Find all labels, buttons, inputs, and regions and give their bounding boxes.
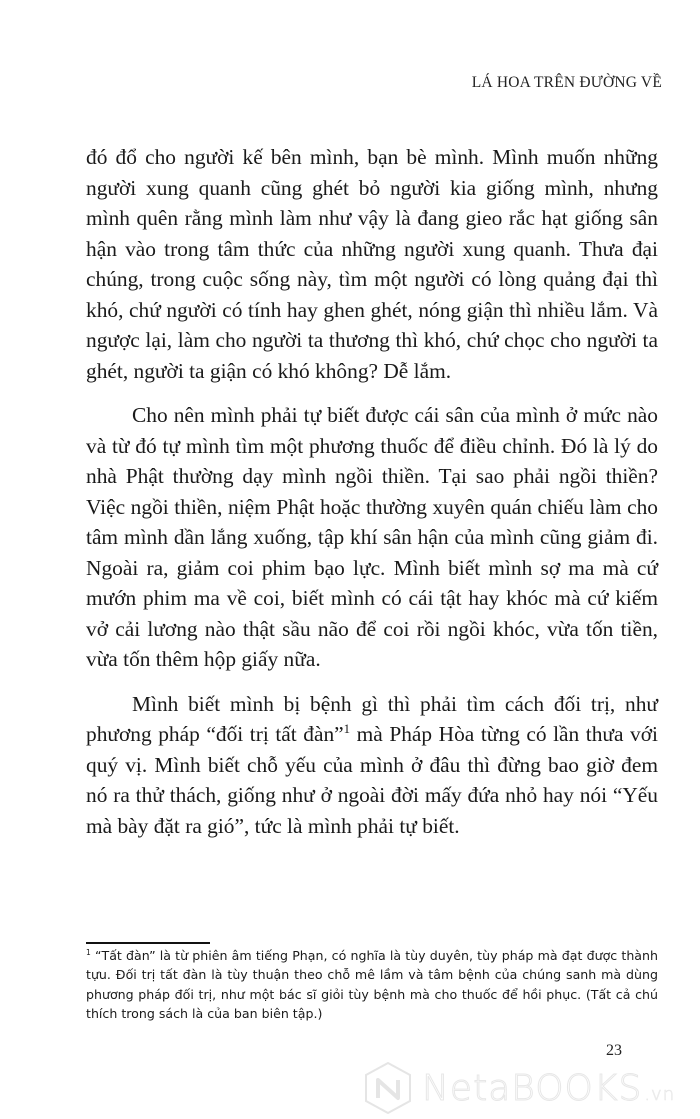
footnote-reference[interactable]: 1 [343, 721, 351, 736]
watermark-brand [422, 1068, 675, 1109]
watermark-brand-text: NetaBOOKS [422, 1067, 643, 1109]
watermark-suffix: .vn [644, 1083, 676, 1105]
paragraph-3 [86, 689, 658, 842]
paragraph-3-text-b: mà Pháp Hòa từng có lần thưa với quý vị. Mình biết chỗ yếu của mình ở đâu thì đừng bao giờ đem nó ra thử thách, giống như ở ngoài đời mấy đứa nhỏ hay nói “Yếu mà bày đặt ra gió”, tức là mình phải tự biết. [86, 722, 658, 838]
paragraph-3-text-a: Mình biết mình bị bệnh gì thì phải tìm cách đối trị, như phương pháp “đối trị tất đàn” [86, 691, 658, 746]
watermark [360, 1060, 675, 1116]
netabooks-hexagon-logo-icon [360, 1060, 416, 1116]
body-text [86, 142, 658, 855]
page-number: 23 [606, 1042, 622, 1059]
running-head: LÁ HOA TRÊN ĐƯỜNG VỀ [471, 74, 662, 91]
paragraph-1: đó đổ cho người kế bên mình, bạn bè mình. Mình muốn những người xung quanh cũng ghét bỏ người kia giống mình, nhưng mình quên rằng mình làm như vậy là đang gieo rắc hạt giống sân hận vào trong tâm thức của những người xung quanh. Thưa đại chúng, trong cuộc sống này, tìm một người có lòng quảng đại thì khó, chứ người có tính hay ghen ghét, nóng giận thì nhiều lắm. Và ngược lại, làm cho người ta thương thì khó, chứ chọc cho người ta ghét, người ta giận có khó không? Dễ lắm. [86, 145, 658, 383]
footnote-marker: 1 [86, 947, 91, 957]
footnote-text: “Tất đàn” là từ phiên âm tiếng Phạn, có nghĩa là tùy duyên, tùy pháp mà đạt được thành tựu. Đối trị tất đàn là tùy thuận theo chỗ mê lầm và tâm bệnh của chúng sanh mà dùng phương pháp đối trị, như một bác sĩ giỏi tùy bệnh mà cho thuốc để hồi phục. (Tất cả chú thích trong sách là của ban biên tập.) [86, 948, 658, 1022]
paragraph-2: Cho nên mình phải tự biết được cái sân của mình ở mức nào và từ đó tự mình tìm một phương thuốc để điều chỉnh. Đó là lý do nhà Phật thường dạy mình ngồi thiền. Tại sao phải ngồi thiền? Việc ngồi thiền, niệm Phật hoặc thường xuyên quán chiếu làm cho tâm mình dần lắng xuống, tập khí sân hận của mình cũng giảm đi. Ngoài ra, giảm coi phim bạo lực. Mình biết mình sợ ma mà cứ mướn phim ma về coi, biết mình có cái tật hay khóc mà cứ kiếm vở cải lương nào thật sầu não để coi rồi ngồi khóc, vừa tốn tiền, vừa tốn thêm hộp giấy nữa. [86, 403, 658, 671]
footnote-divider [86, 942, 210, 944]
footnote [86, 946, 658, 1024]
